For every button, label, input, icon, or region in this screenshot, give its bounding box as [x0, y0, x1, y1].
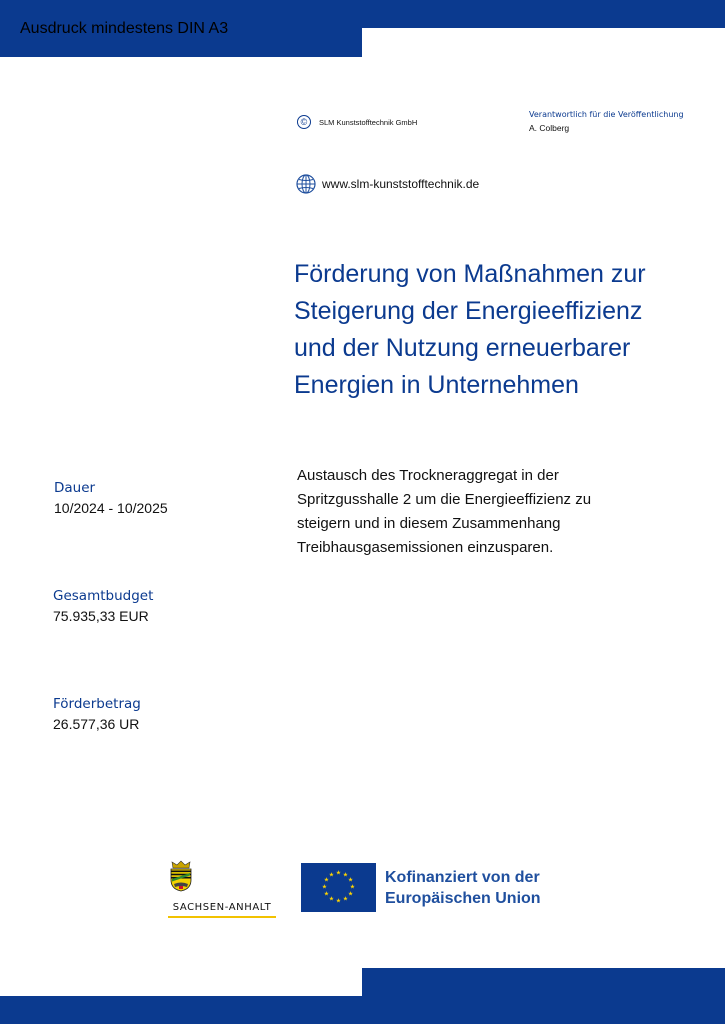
duration-fact [54, 480, 168, 516]
description-line: Treibhausgasemissionen einzusparen. [297, 539, 554, 556]
description-line: steigern und in diesem Zusammenhang [297, 515, 561, 532]
eu-logo [301, 863, 541, 912]
eu-cofinanced-text [385, 867, 541, 909]
eu-flag-icon [301, 863, 376, 912]
svg-text:★: ★ [347, 890, 354, 898]
top-banner [0, 0, 725, 57]
state-underline [168, 916, 276, 918]
svg-text:★: ★ [328, 895, 335, 903]
funding-value: 26.577,36 UR [53, 716, 140, 732]
funding-label: Förderbetrag [53, 696, 141, 712]
bottom-banner-block [362, 968, 725, 1024]
svg-text:★: ★ [342, 871, 349, 879]
project-description [297, 464, 657, 560]
budget-fact [53, 588, 153, 624]
responsible-name: A. Colberg [529, 123, 570, 133]
page-title-line: Steigerung der Energieeffizienz [294, 297, 643, 325]
print-note: Ausdruck mindestens DIN A3 [20, 20, 229, 37]
website-link[interactable]: www.slm-kunststofftechnik.de [322, 177, 480, 191]
budget-label: Gesamtbudget [53, 588, 154, 604]
page-title-line: Energien in Unternehmen [294, 371, 579, 399]
description-line: Spritzgusshalle 2 um die Energieeffizienz zu [297, 491, 592, 508]
budget-value: 75.935,33 EUR [53, 608, 149, 624]
page-title [294, 256, 714, 404]
funding-fact [53, 696, 141, 732]
copyright-icon: © [297, 115, 311, 129]
description-line: Austausch des Trockneraggregat in der [297, 467, 559, 484]
svg-text:★: ★ [323, 890, 330, 898]
website-line [296, 174, 479, 194]
svg-text:★: ★ [342, 895, 349, 903]
svg-text:★: ★ [335, 869, 342, 877]
state-name: SACHSEN-ANHALT [172, 902, 272, 913]
eu-text-line: Kofinanziert von der [385, 868, 540, 886]
svg-text:★: ★ [321, 883, 328, 891]
company-name: SLM Kunststofftechnik GmbH [319, 117, 418, 127]
copyright-line [297, 115, 417, 129]
svg-text:★: ★ [349, 883, 356, 891]
svg-text:★: ★ [335, 897, 342, 905]
page-title-line: und der Nutzung erneuerbarer [294, 334, 631, 362]
sachsen-anhalt-logo [168, 860, 276, 918]
svg-text:★: ★ [328, 871, 335, 879]
page-title-line: Förderung von Maßnahmen zur [294, 260, 646, 288]
bottom-banner [0, 968, 725, 1024]
duration-value: 10/2024 - 10/2025 [54, 500, 168, 516]
responsible-title: Verantwortlich für die Veröffentlichung [529, 110, 684, 119]
svg-text:★: ★ [347, 876, 354, 884]
duration-label: Dauer [54, 480, 96, 496]
responsible-block [529, 110, 684, 133]
eu-text-line: Europäischen Union [385, 889, 541, 907]
sachsen-anhalt-crest-icon [168, 860, 194, 892]
top-banner-strip [362, 0, 725, 28]
globe-icon [296, 174, 316, 194]
svg-text:★: ★ [323, 876, 330, 884]
